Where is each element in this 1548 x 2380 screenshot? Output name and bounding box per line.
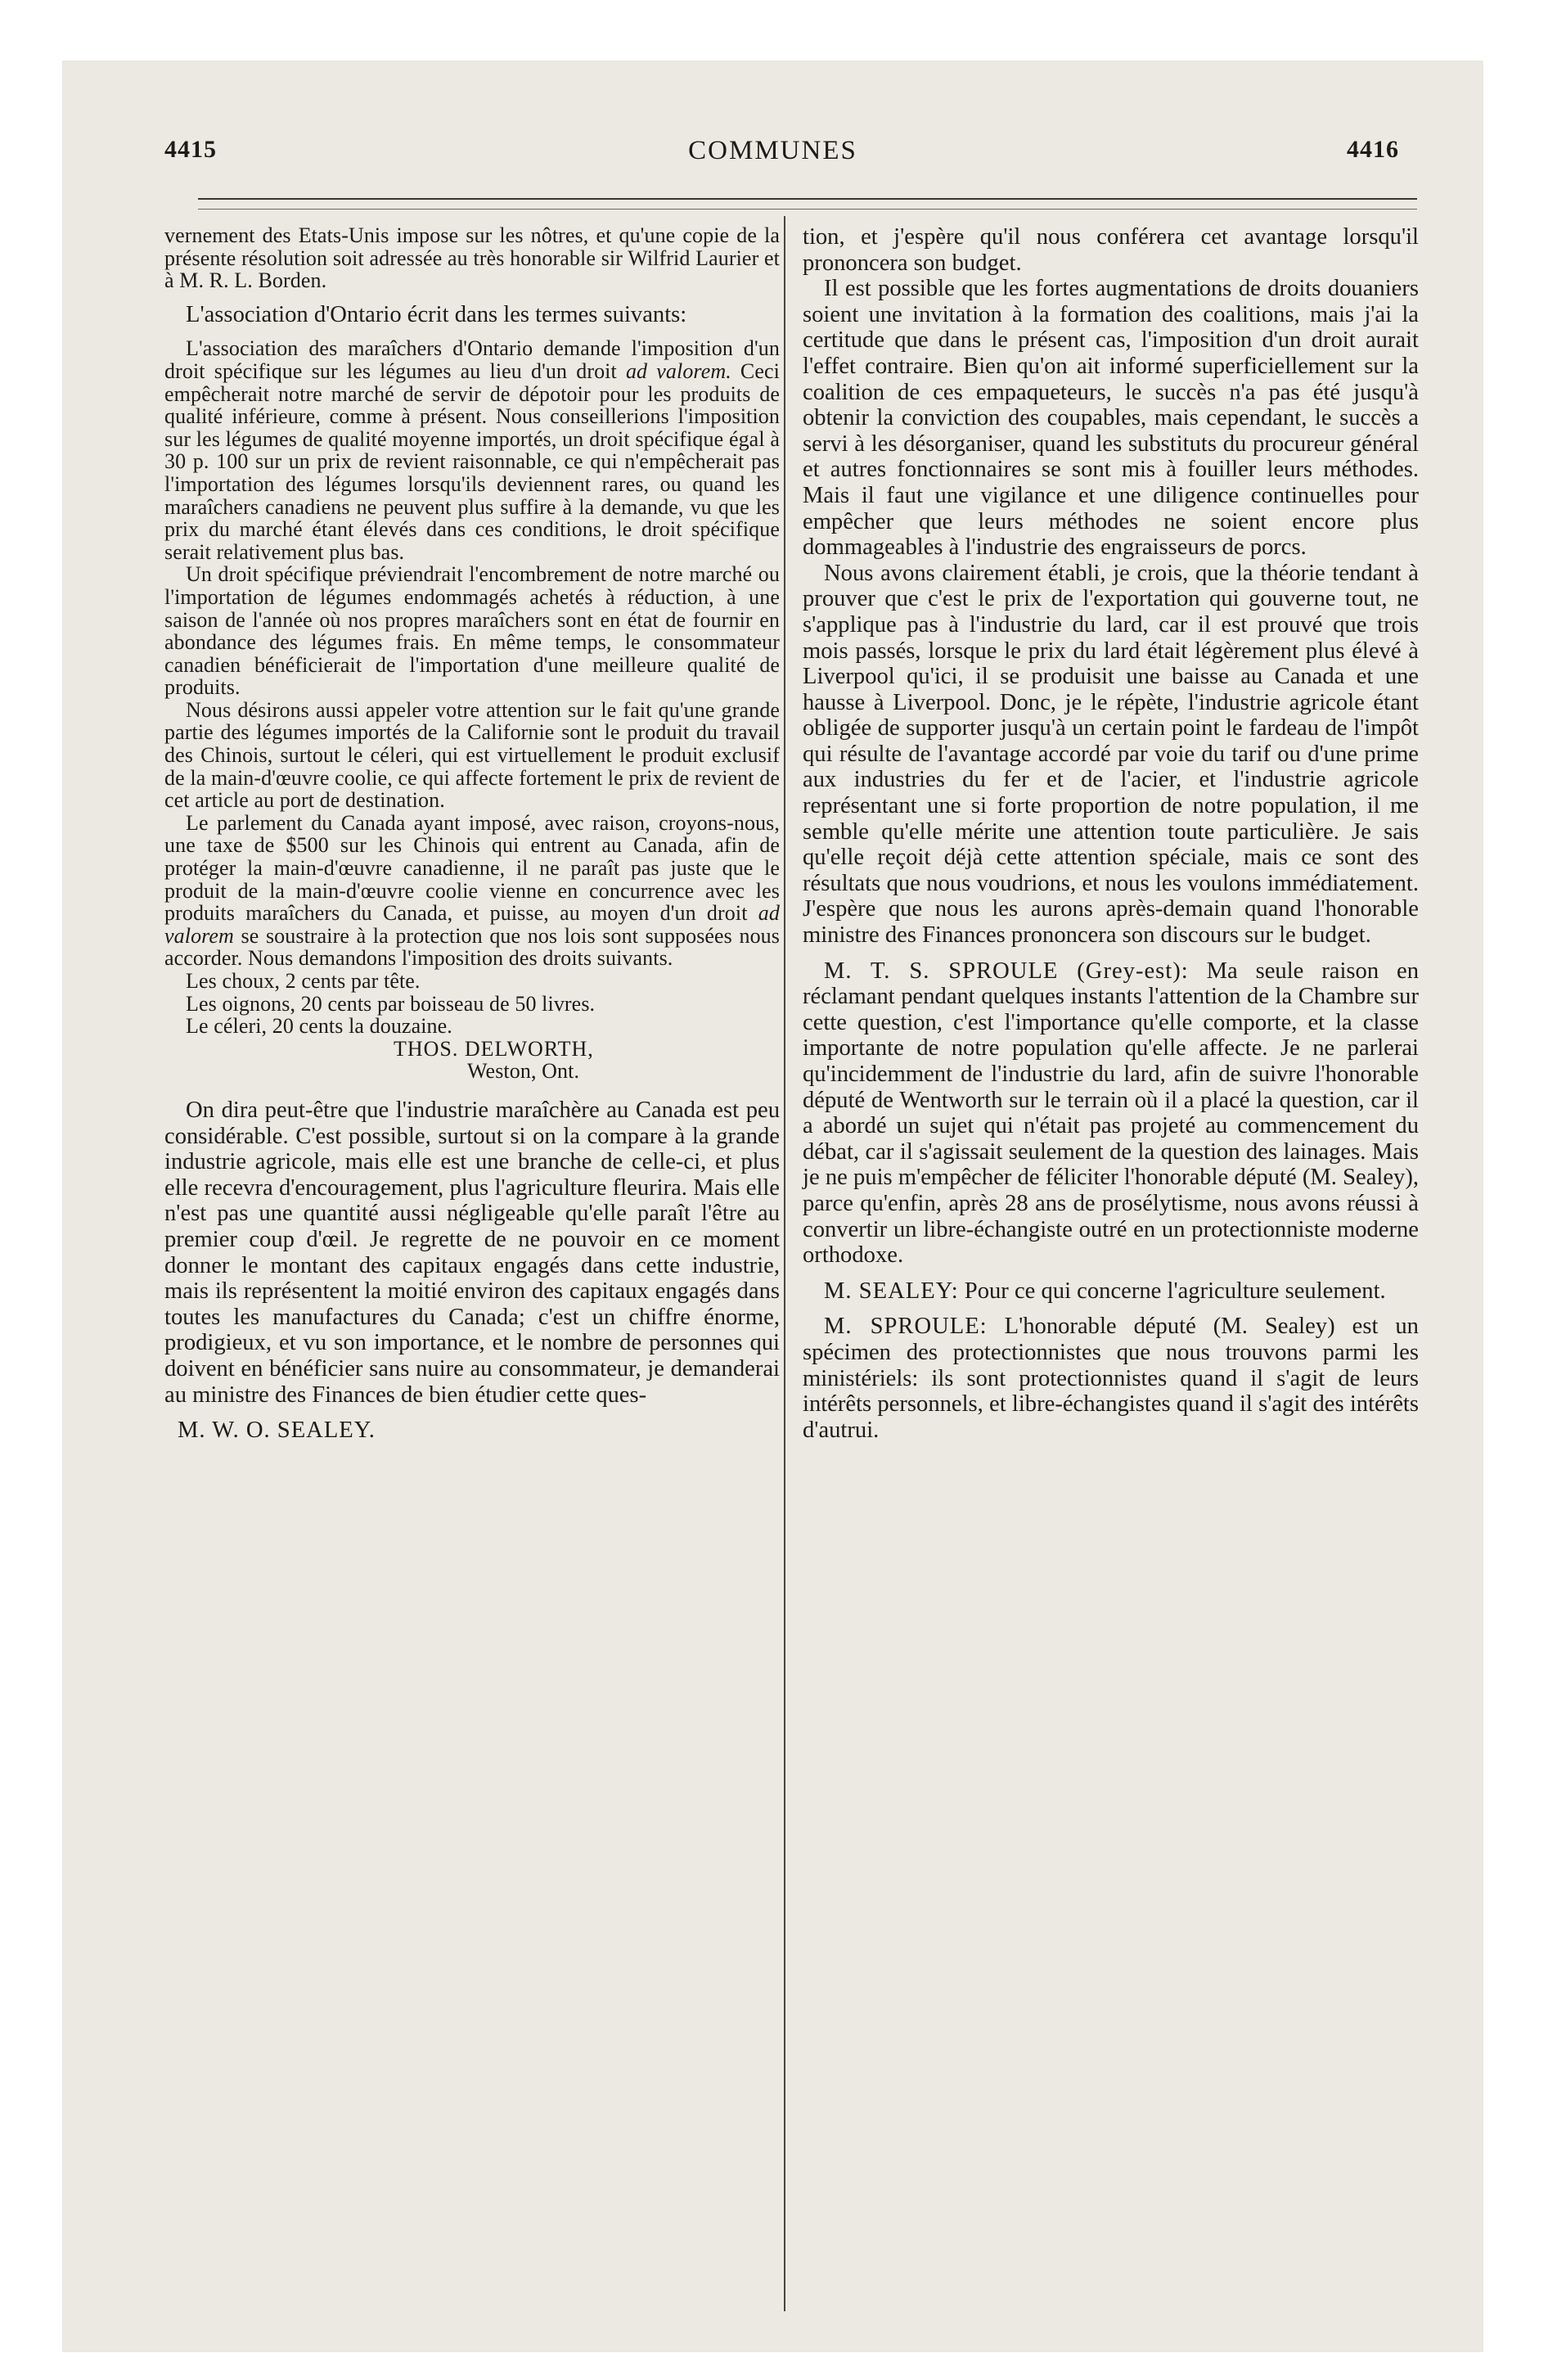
paragraph-association-intro: L'association d'Ontario écrit dans les termes suivants: <box>186 301 687 327</box>
column-divider <box>784 216 785 2311</box>
left-column <box>164 224 780 1444</box>
right-column <box>803 224 1419 1443</box>
latin-phrase: ad valorem. <box>625 358 731 383</box>
resolution-continuation: vernement des Etats-Unis impose sur les nôtres, et qu'une copie de la présente résolution soit adressée au très honorable sir Wilfrid Laurier et à M. R. L. Borden. <box>164 223 780 293</box>
quote-paragraph-3: Nous désirons aussi appeler votre attention sur le fait qu'une grande partie des légumes importés de la Californie sont le produit du travail des Chinois, surtout le céleri, qui est virtuellement le produit exclusif de la main-d'œuvre coolie, ce qui affecte fortement le prix de revient de cet article au port de destination. <box>164 697 780 813</box>
signature-place: Weston, Ont. <box>467 1059 580 1084</box>
duty-item-cabbage: Les choux, 2 cents par tête. <box>186 969 421 993</box>
speaker-name: M. T. S. SPROULE (Grey-est): <box>824 958 1189 984</box>
running-title: COMMUNES <box>688 136 857 165</box>
speaker-name: M. SPROULE: <box>824 1314 988 1340</box>
signature-name: THOS. DELWORTH, <box>394 1036 594 1061</box>
page-sheet <box>62 61 1483 2352</box>
paragraph-export-theory: Nous avons clairement établi, je crois, que la théorie tendant à prouver que c'est le prix de l'exportation qui gouverne tout, ne s'applique pas à l'industrie du lard, car il est prouvé que trois mois passés, lorsque le prix du lard était légèrement plus élevé à Liverpool qu'ici, il se produisit une baisse au Canada et une hausse à Liverpool. Donc, je le répète, l'industrie agricole étant obligée de supporter jusqu'à un certain point le fardeau de l'impôt qui résulte de l'avantage accordé par voie du tarif ou d'une prime aux industries du fer et de l'acier, et l'industrie agricole représentant une si forte proportion de notre population, il me semble qu'elle mérite une attention toute particulière. Je sais qu'elle reçoit déjà cette attention spéciale, mais ce sont des résultats que nous voudrions, et nous les voulons immédiatement. J'espère que nous les aurons après-demain quand l'honorable ministre des Finances prononcera son discours sur le budget. <box>803 560 1419 949</box>
paragraph-coalitions: Il est possible que les fortes augmentations de droits douaniers soient une invitation à la formation des coalitions, mais j'ai la certitude que dans le présent cas, l'imposition d'un droit aurait l'effet contraire. Bien qu'on ait informé superficiellement sur la coalition de ces empaqueteurs, le succès n'a pas été jusqu'à obtenir la conviction des coupables, mais cependant, le succès a servi à les désorganiser, quand les substituts du procureur général et autres fonctionnaires se sont mis à fouiller leurs méthodes. Mais il faut une vigilance et une diligence continuelles pour empêcher que leurs méthodes ne soient encore plus dommageables à l'industrie des engraisseurs de porcs. <box>803 276 1419 561</box>
quote-paragraph-2: Un droit spécifique préviendrait l'encombrement de notre marché ou l'importation de légumes endommagés achetés à réduction, à une saison de l'année où nos propres maraîchers sont en état de fournir en abondance des légumes frais. En même temps, le consommateur canadien bénéficierait de l'importation d'une meilleure qualité de produits. <box>164 562 780 700</box>
duty-item-celery: Le céleri, 20 cents la douzaine. <box>186 1014 452 1039</box>
header-rule <box>198 198 1417 200</box>
speaker-name: M. SEALEY: <box>824 1278 959 1304</box>
header-rule-thin <box>198 209 1417 210</box>
quote-paragraph-4: Le parlement du Canada ayant imposé, avec raison, croyons-nous, une taxe de $500 sur les Chinois qui entrent au Canada, afin de protéger la main-d'œuvre canadienne, il ne paraît pas juste que le produit de la main-d'œuvre coolie vienne en concurrence avec les produits maraîchers du Canada, et puisse, au moyen d'un droit ad valorem se soustraire à la protection que nos lois sont supposées nous accorder. Nous demandons l'imposition des droits suivants. <box>164 810 780 971</box>
paragraph-market-gardening: On dira peut-être que l'industrie maraîchère au Canada est peu considérable. C'est possible, surtout si on la compare à la grande industrie agricole, mais elle est une branche de celle-ci, et plus elle recevra d'encouragement, plus l'agriculture fleurira. Mais elle n'est pas une quantité aussi négligeable qu'elle paraît l'être au premier coup d'œil. Je regrette de ne pouvoir en ce moment donner le montant des capitaux engagés dans cette industrie, mais ils représentent la moitié environ des capitaux engagés dans toutes les manufactures du Canada; c'est un chiffre énorme, prodigieux, et vu son importance, et le nombre de personnes qui doivent en bénéficier sans nuire au consommateur, je demanderai au ministre des Finances de bien étudier cette ques- <box>164 1097 780 1408</box>
paragraph-sealey-interjection: M. SEALEY: Pour ce qui concerne l'agriculture seulement. <box>824 1278 1386 1304</box>
latin-phrase: ad valorem <box>164 901 780 948</box>
page-number-right: 4416 <box>1347 136 1399 163</box>
page-header <box>62 136 1483 177</box>
page-number-left: 4415 <box>164 136 217 163</box>
duty-item-onions: Les oignons, 20 cents par boisseau de 50 livres. <box>186 991 596 1016</box>
paragraph-sproule-reply: M. SPROULE: L'honorable député (M. Sealey) est un spécimen des protectionnistes que nous trouvons parmi les ministériels: ils sont protectionnistes quand il s'agit de leurs intérêts personnels, et libre-échangistes quand il s'agit des intérêts d'autrui. <box>803 1314 1419 1443</box>
quote-paragraph-1: L'association des maraîchers d'Ontario demande l'imposition d'un droit spécifique sur les légumes au lieu d'un droit ad valorem. Ceci empêcherait notre marché de servir de dépotoir pour les produits de qualité inférieure, comme à présent. Nous conseillerions l'imposition sur les légumes de qualité moyenne importés, un droit spécifique égal à 30 p. 100 sur un prix de revient raisonnable, ce qui n'empêcherait pas l'importation des légumes lorsqu'ils deviennent rares, ou quand les maraîchers canadiens ne peuvent plus suffire à la demande, vu que les prix du marché étant élevés dans ces conditions, le droit spécifique serait relativement plus bas. <box>164 336 780 564</box>
paragraph-sproule-speech: M. T. S. SPROULE (Grey-est): Ma seule raison en réclamant pendant quelques instants l'attention de la Chambre sur cette question, c'est l'importance qu'elle comporte, et la classe importante de notre population qu'elle affecte. Je ne parlerai qu'incidemment de l'industrie du lard, afin de suivre l'honorable député de Wentworth sur le terrain où il a placé la question, car il a abordé un sujet qui n'était pas projeté au commencement du débat, car il s'agissait seulement de la question des lainages. Mais je ne puis m'empêcher de féliciter l'honorable député (M. Sealey), parce qu'enfin, après 28 ans de prosélytisme, nous avons réussi à convertir un libre-échangiste outré en un protectionniste moderne orthodoxe. <box>803 958 1419 1269</box>
speaker-attribution: M. W. O. SEALEY. <box>178 1418 376 1444</box>
paragraph-budget-continuation: tion, et j'espère qu'il nous conférera cet avantage lorsqu'il prononcera son budget. <box>803 224 1419 276</box>
